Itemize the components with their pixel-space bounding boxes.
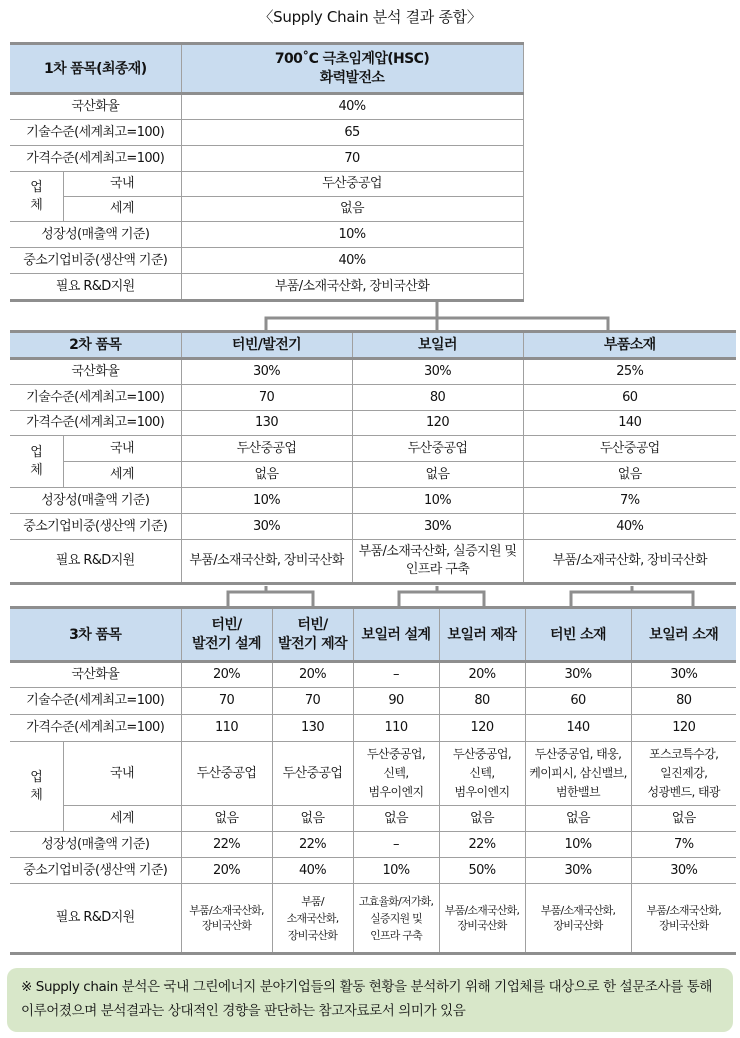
tier1-price-level: 70 [181,146,523,172]
footnote-box: ※ Supply chain 분석은 국내 그린에너지 분야기업들의 활동 현황을 분석하기 위해 기업체를 대상으로 한 설문조사를 통해 이루어졌으며 분석결과는 상대적인 경향을 판단하는 참고자료로서 의미가 있음 [7,968,733,1032]
tier3-company-world: 없음 [272,806,353,832]
tier3-company-domestic: 두산중공업 [272,742,353,806]
tier3-price-level: 120 [439,715,525,742]
tier1-item-name: 700˚C 극초임계압(HSC) 화력발전소 [181,44,523,94]
tier1-growth: 10% [181,222,523,248]
tier1-tech-level: 65 [181,120,523,146]
tier2-tech-level: 60 [523,385,736,411]
tier2-price-level: 130 [181,411,352,436]
tier3-sme-ratio: 10% [353,858,439,884]
connector-turbine-branch [228,592,313,606]
tier3-domestic-rate: 20% [181,662,272,688]
tier2-rnd: 부품/소재국산화, 장비국산화 [523,540,736,584]
label-growth: 성장성(매출액 기준) [10,488,181,514]
tier2-company-domestic: 두산중공업 [352,436,523,462]
tier2-company-world: 없음 [181,462,352,488]
tier3-header-label: 3차 품목 [10,608,181,662]
tier3-company-world: 없음 [525,806,631,832]
tier1-sme-ratio: 40% [181,248,523,274]
tier2-price-level: 140 [523,411,736,436]
tier3-company-domestic: 두산중공업, 태웅, 케이피시, 삼신밸브, 범한밸브 [525,742,631,806]
label-tech-level: 기술수준(세계최고=100) [10,688,181,715]
tier3-item-name: 터빈/ 발전기 제작 [272,608,353,662]
connector-boiler-branch [399,592,484,606]
tier3-company-world: 없음 [353,806,439,832]
tier2-tech-level: 70 [181,385,352,411]
tier3-company-domestic: 두산중공업, 신텍, 범우이엔지 [353,742,439,806]
page-title: 〈Supply Chain 분석 결과 종합〉 [258,8,482,26]
tier2-sme-ratio: 30% [352,514,523,540]
tier3-tech-level: 70 [272,688,353,715]
tier1-rnd: 부품/소재국산화, 장비국산화 [181,274,523,301]
tier3-domestic-rate: 30% [525,662,631,688]
label-domestic-rate: 국산화율 [10,662,181,688]
label-price-level: 가격수준(세계최고=100) [10,411,181,436]
tier3-company-domestic: 포스코특수강, 일진제강, 성광벤드, 태광 [631,742,736,806]
tier3-price-level: 110 [181,715,272,742]
label-company: 업 체 [10,436,63,488]
tier3-growth: 22% [439,832,525,858]
label-company-domestic: 국내 [63,436,181,462]
tier2-company-world: 없음 [523,462,736,488]
tier2-domestic-rate: 30% [352,359,523,385]
tier2-growth: 7% [523,488,736,514]
tier2-price-level: 120 [352,411,523,436]
label-price-level: 가격수준(세계최고=100) [10,146,181,172]
label-rnd: 필요 R&D지원 [10,274,181,301]
tier3-domestic-rate: 20% [272,662,353,688]
tier3-item-name: 보일러 설계 [353,608,439,662]
tier3-growth: 7% [631,832,736,858]
tier2-company-domestic: 두산중공업 [523,436,736,462]
tier3-rnd: 고효율화/저가화, 실증지원 및 인프라 구축 [353,884,439,954]
tier1-header-label: 1차 품목(최종재) [10,44,181,94]
tier2-growth: 10% [352,488,523,514]
tier3-item-name: 보일러 소재 [631,608,736,662]
tier3-sme-ratio: 50% [439,858,525,884]
tier1-company-world: 없음 [181,197,523,222]
tier2-item-name: 보일러 [352,332,523,359]
label-sme-ratio: 중소기업비중(생산액 기준) [10,248,181,274]
label-growth: 성장성(매출액 기준) [10,222,181,248]
tier2-table [10,330,736,585]
label-company: 업 체 [10,742,63,832]
tier3-item-name: 보일러 제작 [439,608,525,662]
connector-material-branch [571,592,693,606]
label-sme-ratio: 중소기업비중(생산액 기준) [10,858,181,884]
label-tech-level: 기술수준(세계최고=100) [10,385,181,411]
tier2-domestic-rate: 25% [523,359,736,385]
tier3-domestic-rate: 30% [631,662,736,688]
label-company-world: 세계 [63,197,181,222]
tier3-price-level: 110 [353,715,439,742]
tier3-item-name: 터빈/ 발전기 설계 [181,608,272,662]
tier3-domestic-rate: – [353,662,439,688]
tier1-domestic-rate: 40% [181,94,523,120]
tier2-item-name: 부품소재 [523,332,736,359]
tier2-sme-ratio: 40% [523,514,736,540]
tier3-company-world: 없음 [439,806,525,832]
label-rnd: 필요 R&D지원 [10,540,181,584]
label-domestic-rate: 국산화율 [10,94,181,120]
tier3-price-level: 140 [525,715,631,742]
label-company-domestic: 국내 [63,172,181,197]
tier2-rnd: 부품/소재국산화, 실증지원 및 인프라 구축 [352,540,523,584]
tier3-sme-ratio: 40% [272,858,353,884]
tier3-growth: 22% [181,832,272,858]
tier3-sme-ratio: 30% [631,858,736,884]
tier3-tech-level: 60 [525,688,631,715]
tier3-sme-ratio: 30% [525,858,631,884]
tier2-company-world: 없음 [352,462,523,488]
label-company-domestic: 국내 [63,742,181,806]
tier2-sme-ratio: 30% [181,514,352,540]
tier3-rnd: 부품/소재국산화, 장비국산화 [525,884,631,954]
tier3-tech-level: 90 [353,688,439,715]
tier2-rnd: 부품/소재국산화, 장비국산화 [181,540,352,584]
label-rnd: 필요 R&D지원 [10,884,181,954]
tier3-tech-level: 80 [439,688,525,715]
label-growth: 성장성(매출액 기준) [10,832,181,858]
label-company-world: 세계 [63,462,181,488]
tier3-rnd: 부품/소재국산화, 장비국산화 [631,884,736,954]
tier3-company-world: 없음 [631,806,736,832]
tier3-rnd: 부품/소재국산화, 장비국산화 [181,884,272,954]
label-price-level: 가격수준(세계최고=100) [10,715,181,742]
tier2-domestic-rate: 30% [181,359,352,385]
tier3-sme-ratio: 20% [181,858,272,884]
tier3-growth: 22% [272,832,353,858]
label-sme-ratio: 중소기업비중(생산액 기준) [10,514,181,540]
tier3-company-domestic: 두산중공업 [181,742,272,806]
tier3-company-world: 없음 [181,806,272,832]
tier3-growth: – [353,832,439,858]
tier3-rnd: 부품/ 소재국산화, 장비국산화 [272,884,353,954]
tier2-header-label: 2차 품목 [10,332,181,359]
label-tech-level: 기술수준(세계최고=100) [10,120,181,146]
label-company: 업 체 [10,172,63,222]
tier2-growth: 10% [181,488,352,514]
tier3-price-level: 120 [631,715,736,742]
label-company-world: 세계 [63,806,181,832]
tier3-growth: 10% [525,832,631,858]
tier3-rnd: 부품/소재국산화, 장비국산화 [439,884,525,954]
label-domestic-rate: 국산화율 [10,359,181,385]
tier1-company-domestic: 두산중공업 [181,172,523,197]
tier3-company-domestic: 두산중공업, 신텍, 범우이엔지 [439,742,525,806]
tier3-item-name: 터빈 소재 [525,608,631,662]
tier3-domestic-rate: 20% [439,662,525,688]
tier2-item-name: 터빈/발전기 [181,332,352,359]
tier3-tech-level: 70 [181,688,272,715]
tier3-tech-level: 80 [631,688,736,715]
tier2-company-domestic: 두산중공업 [181,436,352,462]
tier3-price-level: 130 [272,715,353,742]
tier2-tech-level: 80 [352,385,523,411]
tier3-table [10,606,736,955]
